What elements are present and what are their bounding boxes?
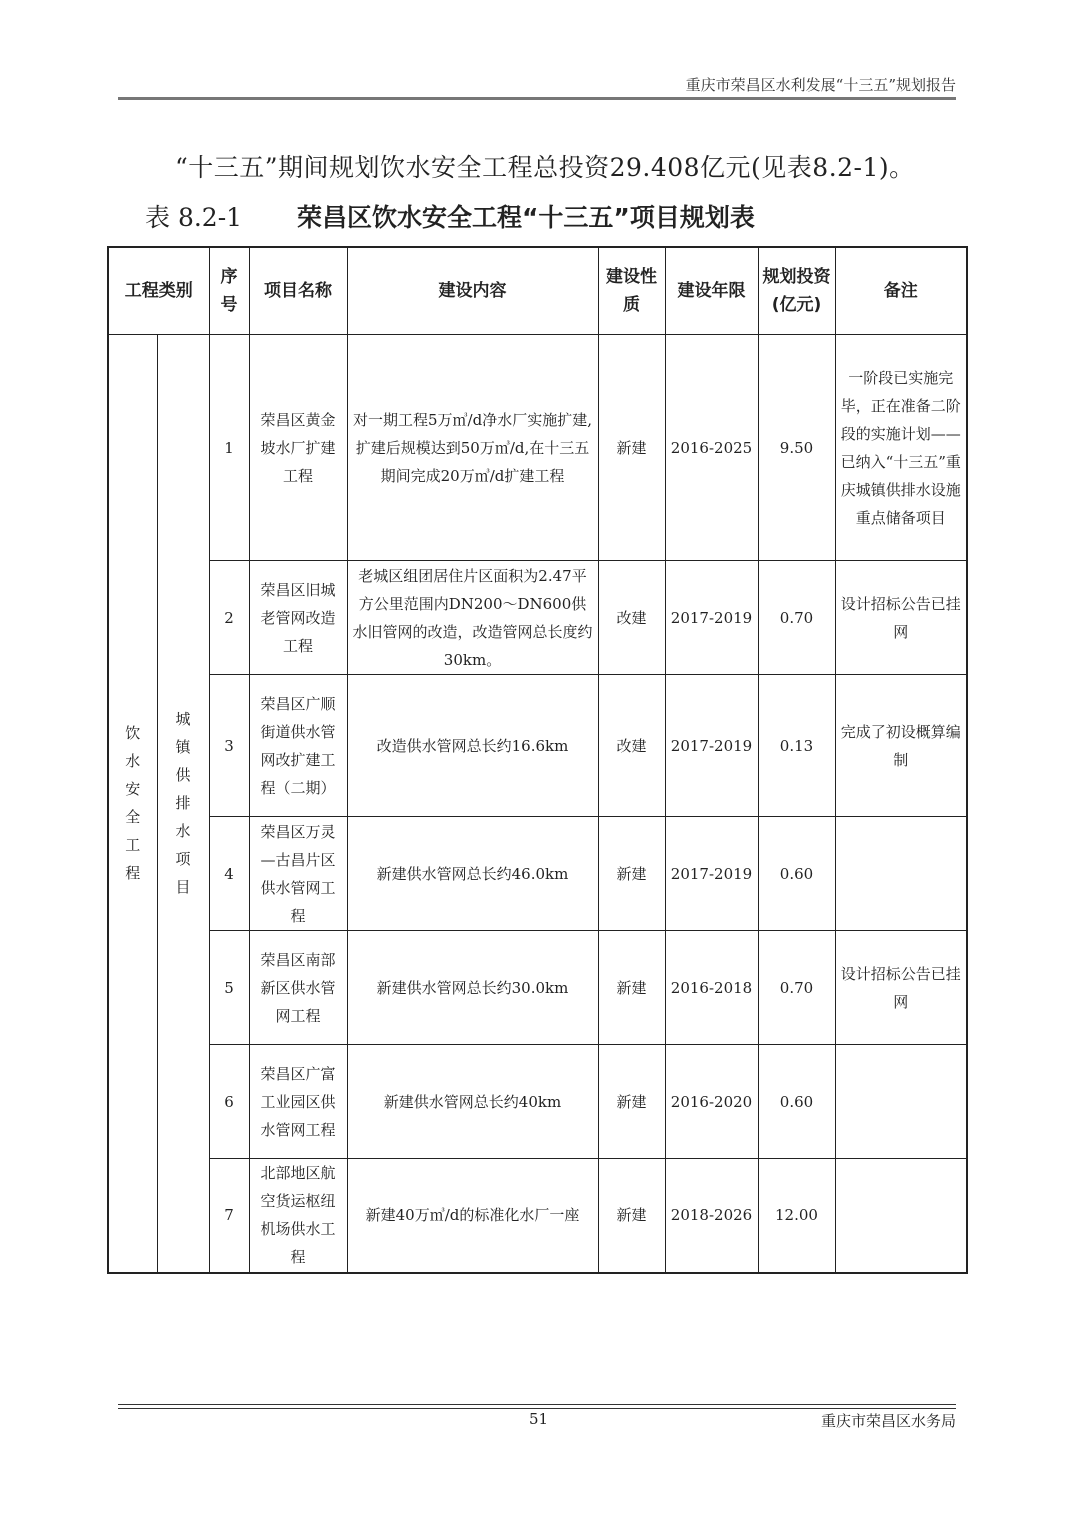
row-seq: 2 (209, 561, 249, 675)
row-seq: 1 (209, 335, 249, 561)
row-content: 改造供水管网总长约16.6km (347, 675, 598, 817)
row-remarks (835, 1159, 967, 1273)
row-content: 新建40万㎥/d的标准化水厂一座 (347, 1159, 598, 1273)
row-investment: 0.70 (758, 931, 835, 1045)
row-period: 2017-2019 (665, 675, 758, 817)
row-nature: 新建 (598, 1045, 665, 1159)
footer-organization: 重庆市荣昌区水务局 (820, 1412, 956, 1430)
row-seq: 4 (209, 817, 249, 931)
row-period: 2016-2025 (665, 335, 758, 561)
row-name: 北部地区航空货运枢纽机场供水工程 (249, 1159, 347, 1273)
row-investment: 0.60 (758, 817, 835, 931)
table-row (108, 817, 967, 931)
row-name: 荣昌区黄金坡水厂扩建工程 (249, 335, 347, 561)
table-row (108, 675, 967, 817)
row-nature: 新建 (598, 817, 665, 931)
col-header-remarks: 备注 (835, 247, 967, 335)
table-number: 表 8.2-1 (145, 203, 243, 232)
category-sub-cell (157, 335, 209, 1273)
row-period: 2016-2020 (665, 1045, 758, 1159)
row-seq: 7 (209, 1159, 249, 1273)
col-header-name: 项目名称 (249, 247, 347, 335)
category-sub-text: 城镇供排水项目 (175, 710, 191, 897)
col-header-seq: 序号 (209, 247, 249, 335)
row-nature: 新建 (598, 1159, 665, 1273)
category-main-text: 饮水安全工程 (125, 724, 141, 883)
table-row (108, 1159, 967, 1273)
footer-rule (118, 1404, 956, 1405)
row-content: 新建供水管网总长约30.0km (347, 931, 598, 1045)
col-header-category: 工程类别 (108, 247, 209, 335)
row-investment: 9.50 (758, 335, 835, 561)
row-name: 荣昌区万灵—古昌片区供水管网工程 (249, 817, 347, 931)
col-header-content: 建设内容 (347, 247, 598, 335)
page-number: 51 (529, 1410, 549, 1428)
header-row (108, 247, 967, 335)
table-row (108, 335, 967, 561)
row-name: 荣昌区旧城老管网改造工程 (249, 561, 347, 675)
row-remarks: 设计招标公告已挂网 (835, 561, 967, 675)
row-content: 新建供水管网总长约46.0km (347, 817, 598, 931)
row-nature: 新建 (598, 931, 665, 1045)
category-main-cell (108, 335, 157, 1273)
project-plan-table (107, 246, 968, 1274)
table-caption (145, 198, 755, 234)
row-nature: 新建 (598, 335, 665, 561)
row-seq: 3 (209, 675, 249, 817)
row-remarks (835, 817, 967, 931)
row-period: 2016-2018 (665, 931, 758, 1045)
row-content: 老城区组团居住片区面积为2.47平方公里范围内DN200～DN600供水旧管网的改造，改造管网总长度约30km。 (347, 561, 598, 675)
row-investment: 0.60 (758, 1045, 835, 1159)
row-remarks: 完成了初设概算编制 (835, 675, 967, 817)
row-content: 新建供水管网总长约40km (347, 1045, 598, 1159)
row-name: 荣昌区广富工业园区供水管网工程 (249, 1045, 347, 1159)
row-period: 2018-2026 (665, 1159, 758, 1273)
header-rule (118, 97, 956, 100)
table-row (108, 561, 967, 675)
row-investment: 0.13 (758, 675, 835, 817)
row-investment: 0.70 (758, 561, 835, 675)
col-header-investment: 规划投资(亿元) (758, 247, 835, 335)
row-seq: 6 (209, 1045, 249, 1159)
row-remarks: 一阶段已实施完毕，正在准备二阶段的实施计划——已纳入“十三五”重庆城镇供排水设施重点储备项目 (835, 335, 967, 561)
table-title: 荣昌区饮水安全工程“十三五”项目规划表 (297, 203, 755, 232)
col-header-nature: 建设性质 (598, 247, 665, 335)
row-period: 2017-2019 (665, 561, 758, 675)
row-investment: 12.00 (758, 1159, 835, 1273)
col-header-period: 建设年限 (665, 247, 758, 335)
row-remarks (835, 1045, 967, 1159)
row-content: 对一期工程5万㎥/d净水厂实施扩建,扩建后规模达到50万㎥/d,在十三五期间完成20万㎥/d扩建工程 (347, 335, 598, 561)
running-header: 重庆市荣昌区水利发展“十三五”规划报告 (685, 76, 956, 94)
row-period: 2017-2019 (665, 817, 758, 931)
row-name: 荣昌区广顺街道供水管网改扩建工程（二期） (249, 675, 347, 817)
row-seq: 5 (209, 931, 249, 1045)
footer-rule (118, 1408, 956, 1409)
row-nature: 改建 (598, 675, 665, 817)
row-remarks: 设计招标公告已挂网 (835, 931, 967, 1045)
table-row (108, 931, 967, 1045)
row-nature: 改建 (598, 561, 665, 675)
row-name: 荣昌区南部新区供水管网工程 (249, 931, 347, 1045)
investment-paragraph: “十三五”期间规划饮水安全工程总投资29.408亿元(见表8.2-1)。 (175, 153, 915, 182)
table-row (108, 1045, 967, 1159)
